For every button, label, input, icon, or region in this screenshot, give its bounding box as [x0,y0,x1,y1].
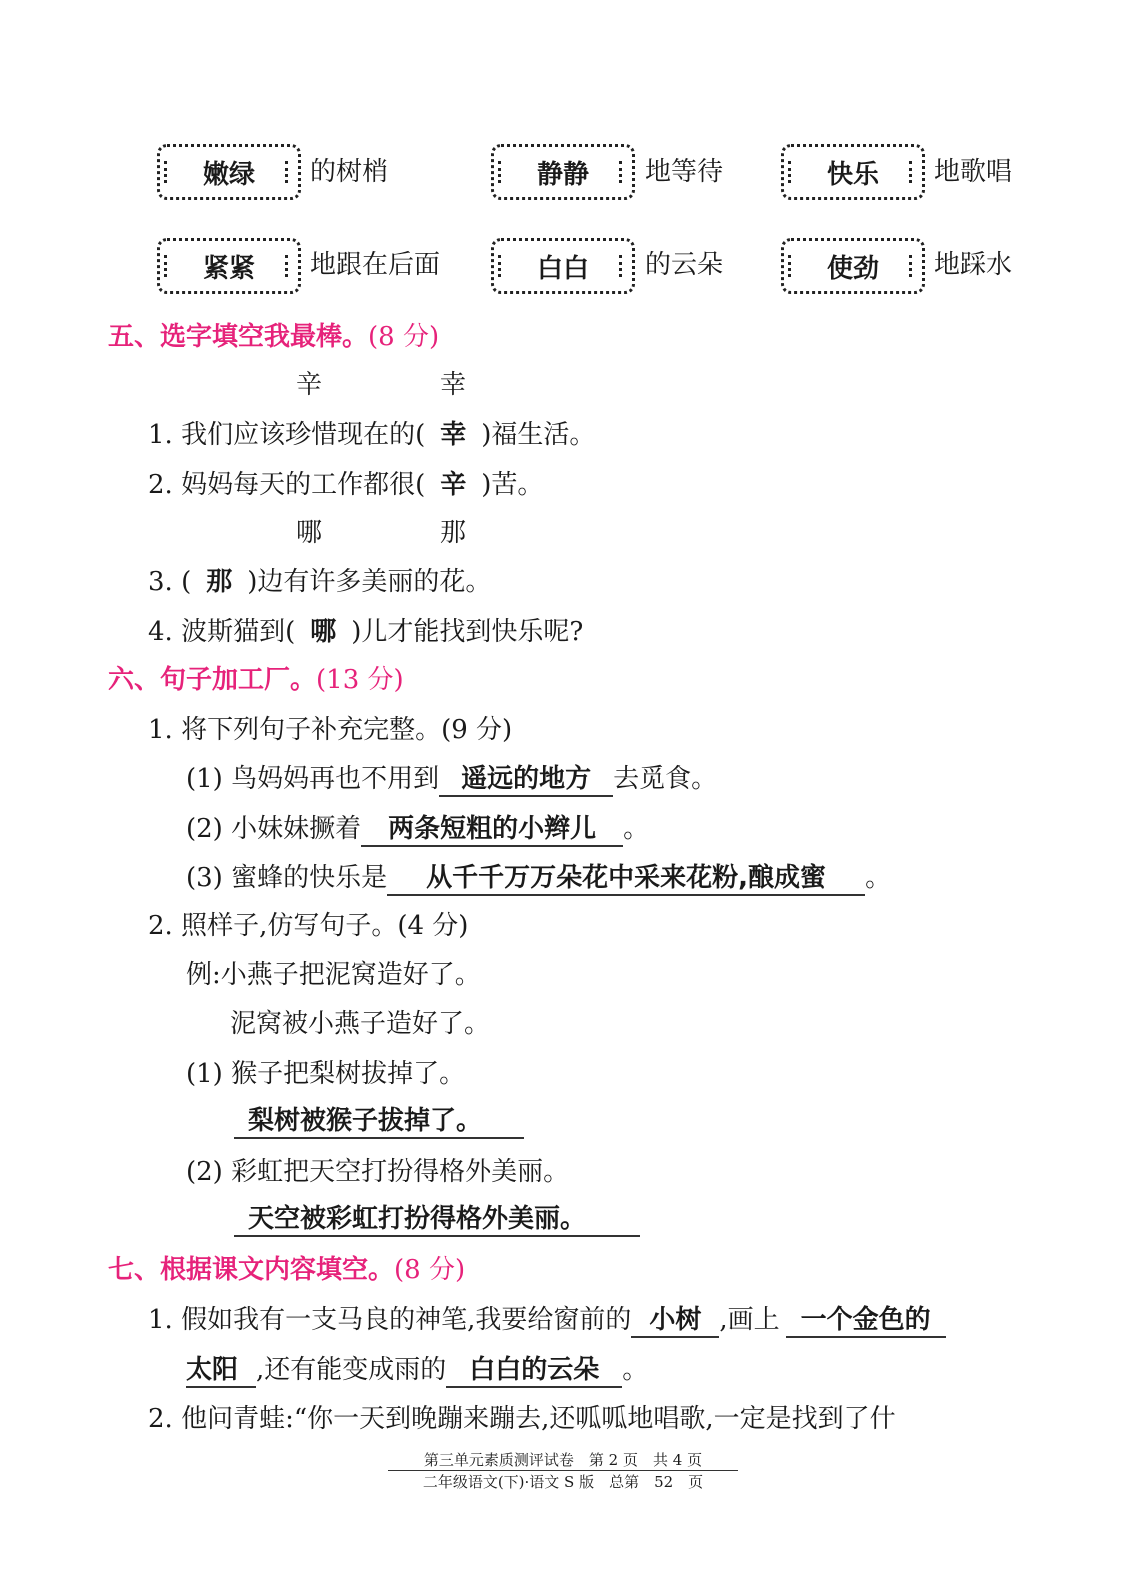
phrase-suffix: 的云朵 [645,250,724,280]
phrase-box: 嫩绿 [157,144,301,200]
section-6-title: 六、句子加工厂。(13 分) [108,665,404,695]
rewrite-question-1: (1) 猴子把梨树拔掉了。 [186,1059,466,1089]
question-5-3: 3. ( 那 )边有许多美丽的花。 [148,567,492,597]
phrase-box: 静静 [491,144,635,200]
phrase-box: 紧紧 [157,238,301,294]
example-answer: 泥窝被小燕子造好了。 [230,1009,491,1039]
footer-line-1: 第三单元素质测评试卷 第 2 页 共 4 页 [388,1450,738,1471]
question-6-2: 2. 照样子,仿写句子。(4 分) [148,911,469,941]
phrase-suffix: 地歌唱 [934,157,1013,187]
section-5-title: 五、选字填空我最棒。(8 分) [108,322,440,352]
char-option: 那 [440,518,467,548]
phrase-suffix: 地跟在后面 [310,250,441,280]
char-option: 哪 [296,518,323,548]
question-7-1-line2: 太阳 ,还有能变成雨的 白白的云朵 。 [186,1353,648,1388]
rewrite-question-2: (2) 彩虹把天空打扮得格外美丽。 [186,1157,570,1187]
phrase-suffix: 地踩水 [934,250,1013,280]
phrase-box: 快乐 [781,144,925,200]
question-5-1: 1. 我们应该珍惜现在的( 幸 )福生活。 [148,420,596,450]
phrase-suffix: 的树梢 [310,157,389,187]
sentence-6-1-1: (1) 鸟妈妈再也不用到 遥远的地方 去觅食。 [186,762,717,797]
section-7-title: 七、根据课文内容填空。(8 分) [108,1255,466,1285]
question-6-1: 1. 将下列句子补充完整。(9 分) [148,715,513,745]
rewrite-answer-1: 梨树被猴子拔掉了。 [234,1104,524,1139]
sentence-6-1-2: (2) 小妹妹撅着 两条短粗的小辫儿 。 [186,812,649,847]
rewrite-answer-2: 天空被彩虹打扮得格外美丽。 [234,1202,640,1237]
phrase-box: 白白 [491,238,635,294]
example-sentence: 例:小燕子把泥窝造好了。 [186,960,481,990]
char-option: 幸 [440,370,467,400]
question-7-1-line1: 1. 假如我有一支马良的神笔,我要给窗前的 小树 ,画上 一个金色的 [148,1303,946,1338]
question-5-4: 4. 波斯猫到( 哪 )儿才能找到快乐呢? [148,617,584,647]
phrase-suffix: 地等待 [645,157,724,187]
phrase-box: 使劲 [781,238,925,294]
question-5-2: 2. 妈妈每天的工作都很( 辛 )苦。 [148,470,544,500]
footer-line-2: 二年级语文(下)·语文 S 版 总第 52 页 [422,1473,704,1491]
question-7-2: 2. 他问青蛙:“你一天到晚蹦来蹦去,还呱呱地唱歌,一定是找到了什 [148,1404,896,1434]
sentence-6-1-3: (3) 蜜蜂的快乐是 从千千万万朵花中采来花粉,酿成蜜 。 [186,861,891,896]
char-option: 辛 [296,370,323,400]
